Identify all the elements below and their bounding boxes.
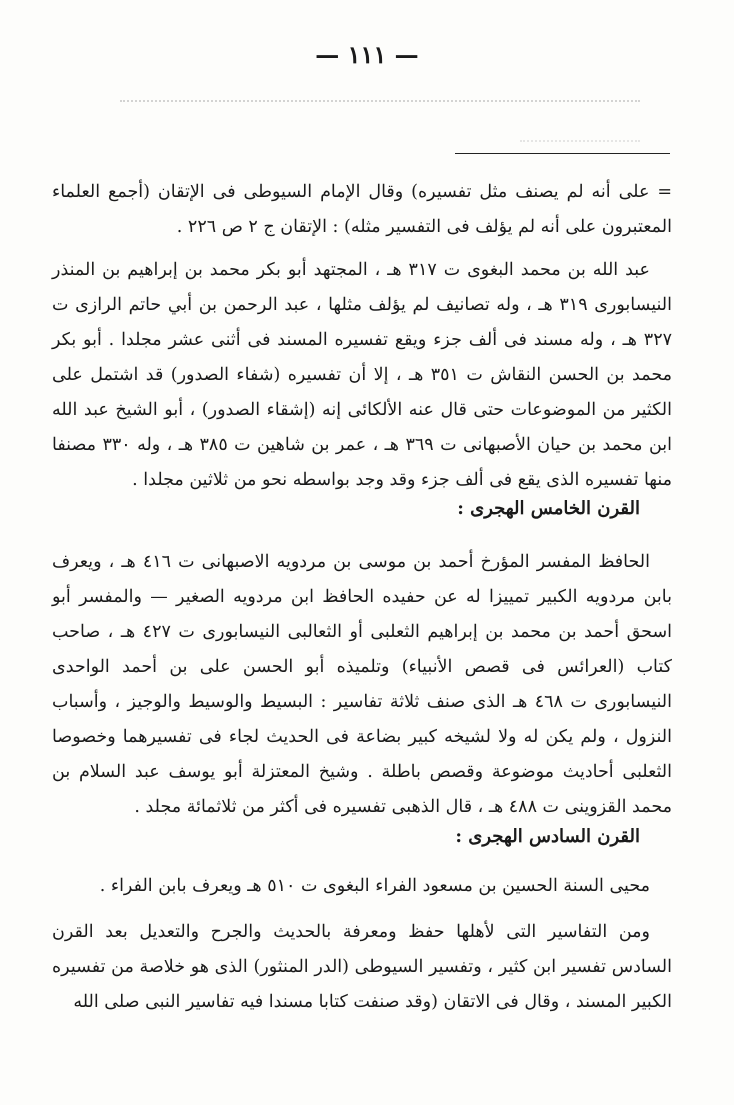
bleed-through-line [120,100,640,130]
bleed-through-line-short [520,140,640,142]
heading-sixth-century: القرن السادس الهجرى : [455,826,640,847]
paragraph-later-tafsir: ومن التفاسير التى لأهلها حفظ ومعرفة بالحديث والجرح والتعديل بعد القرن السادس تفسير ابن كثير ، وتفسير السيوطى (الدر المنثور) الذى هو خلاصة من تفسيره الكبير المسند ، وقال فى الاتقان (وقد صنفت كتابا مسندا فيه تفاسير النبى صلى الله [52,922,672,1012]
heading-fifth-century: القرن الخامس الهجرى : [457,498,640,519]
footnote-text: = على أنه لم يصنف مثل تفسيره) وقال الإمام السيوطى فى الإتقان (أجمع العلماء المعتبرون على أنه لم يؤلف فى التفسير مثله) : الإتقان ج ٢ ص ٢٢٦ . [52,182,672,237]
paragraph-scholars-5th-century: الحافظ المفسر المؤرخ أحمد بن موسى بن مردويه الاصبهانى ت ٤١٦ هـ ، ويعرف بابن مردويه الكبير تمييزا له عن حفيده الحافظ ابن مردويه الصغير — والمفسر أبو اسحق أحمد بن محمد بن إبراهيم الثعلبى أو الثعالبى النيسابورى ت ٤٢٧ هـ ، صاحب كتاب (العرائس فى قصص الأنبياء) وتلميذه أبو الحسن على بن أحمد الواحدى النيسابورى ت ٤٦٨ هـ الذى صنف ثلاثة تفاسير : البسيط والوسيط والوجيز ، وأسباب النزول ، ولم يكن له ولا لشيخه كبير بضاعة فى الحديث لجاء فى تفسيرهما وخصوصا الثعلبى أحاديث موضوعة وقصص باطلة . وشيخ المعتزلة أبو يوسف عبد السلام بن محمد القزوينى ت ٤٨٨ هـ ، قال الذهبى تفسيره فى أكثر من ثلاثمائة مجلد . [52,552,672,817]
paragraph-baghawi: محيى السنة الحسين بن مسعود الفراء البغوى ت ٥١٠ هـ ويعرف بابن الفراء . [99,876,650,896]
footnote-separator [455,153,670,154]
page-number: — ١١١ — [315,40,419,69]
paragraph-scholars-4th-century: عبد الله بن محمد البغوى ت ٣١٧ هـ ، المجتهد أبو بكر محمد بن إبراهيم بن المنذر النيسابورى ٣١٩ هـ ، وله تصانيف لم يؤلف مثلها ، عبد الرحمن بن أبي حاتم الرازى ت ٣٢٧ هـ ، وله مسند فى ألف جزء ويقع تفسيره المسند فى أثنى عشر مجلدا . أبو بكر محمد بن الحسن النقاش ت ٣٥١ هـ ، إلا أن تفسيره (شفاء الصدور) قد اشتمل على الكثير من الموضوعات حتى قال عنه الألكائى إنه (إشقاء الصدور) ، أبو الشيخ عبد الله ابن محمد بن حيان الأصبهانى ت ٣٦٩ هـ ، عمر بن شاهين ت ٣٨٥ هـ ، وله ٣٣٠ مصنفا منها تفسيره الذى يقع فى ألف جزء وقد وجد بواسطه نحو من ثلاثين مجلدا . [52,260,673,490]
